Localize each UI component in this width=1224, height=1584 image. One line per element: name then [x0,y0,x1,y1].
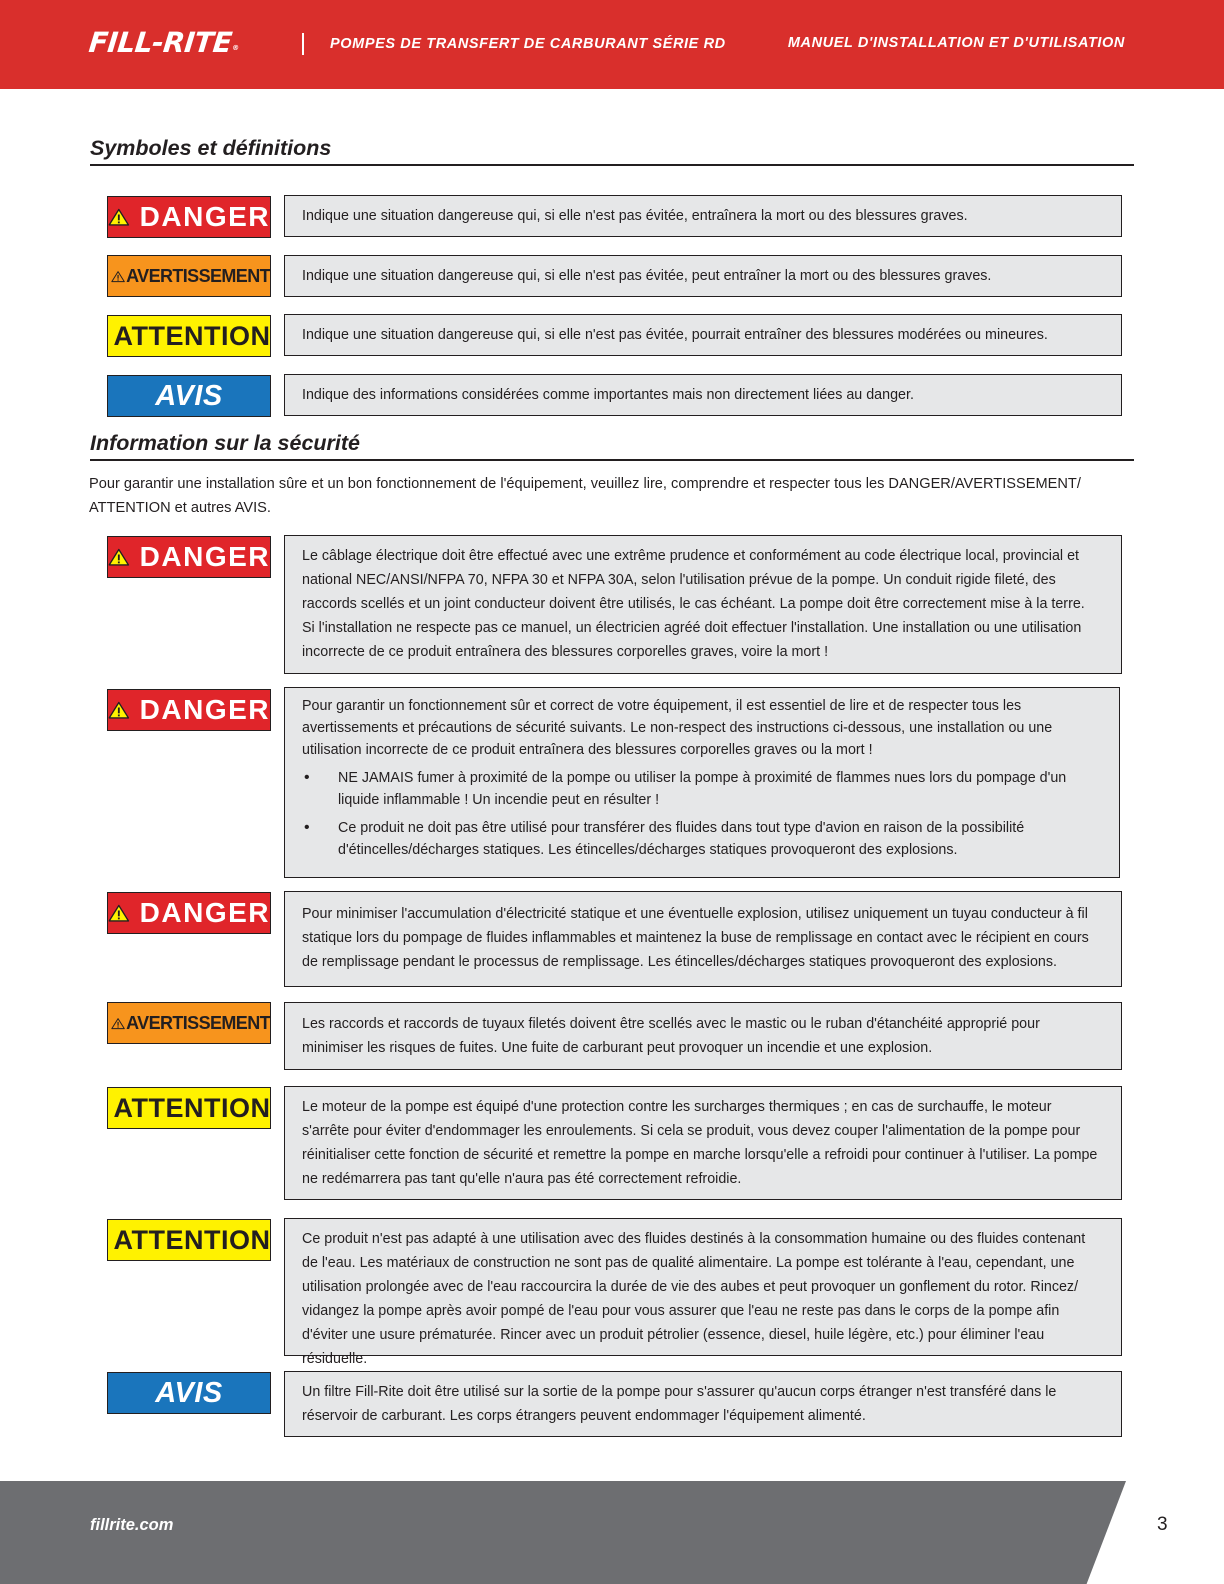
safety-text: Ce produit n'est pas adapté à une utilisation avec des fluides destinés à la consommation humaine ou des fluides contenant de l'eau. Les matériaux de construction ne sont pas de qualité alimentaire. La pompe est tolérante à l'eau, cependant, une utilisation prolongée avec de l'eau raccourcira la durée de vie des aubes et peut provoquer un gonflement du rotor. Rincez/ vidangez la pompe après avoir pompé de l'eau pour vous assurer que l'eau ne reste pas dans le corps de la pompe afin d'éviter une usure prématurée. Rincer avec un produit pétrolier (essence, diesel, huile légère, etc.) pour éliminer l'eau résiduelle. [302,1231,1086,1367]
product-line-title: POMPES DE TRANSFERT DE CARBURANT SÉRIE RD [330,36,726,52]
safety-text: Les raccords et raccords de tuyaux filetés doivent être scellés avec le mastic ou le ruban d'étanchéité approprié pour minimiser les risques de fuites. Une fuite de carburant peut provoquer un incendie et une explosion. [302,1016,1040,1056]
safety-message [284,1371,1122,1437]
brand-logo: FILL-RITE® [87,26,239,59]
notice-badge [107,1372,271,1414]
safety-message [284,535,1122,674]
warning-triangle-icon [111,1013,125,1034]
safety-message [284,1218,1122,1367]
warning-triangle-icon [108,546,130,568]
safety-text: Un filtre Fill-Rite doit être utilisé sur la sortie de la pompe pour s'assurer qu'aucun corps étranger n'est transféré dans le réservoir de carburant. Les corps étrangers peuvent endommager l'équipement alimenté. [302,1384,1057,1424]
safety-text: Le câblage électrique doit être effectué avec une extrême prudence et conformément au code électrique local, provincial et national NEC/ANSI/NFPA 70, NFPA 30 et NFPA 30A, selon l'utilisation prévue de la pompe. Un conduit rigide fileté, des raccords scellés et un joint conducteur doivent être utilisés, le cas échéant. La pompe doit être correctement mise à la terre. Si l'installation ne respecte pas ce manuel, un électricien agréé doit effectuer l'installation. Une installation ou une utilisation incorrecte de ce produit entraînera des blessures corporelles graves, voire la mort ! [302,548,1085,660]
badge-label: DANGER [139,201,270,232]
symbol-definition: Indique des informations considérées comme importantes mais non directement liées au danger. [284,374,1122,416]
symbol-definition: Indique une situation dangereuse qui, si elle n'est pas évitée, pourrait entraîner des blessures modérées ou mineures. [284,314,1122,356]
safety-message [284,1002,1122,1070]
caution-badge [107,1087,271,1129]
safety-message [284,891,1122,987]
safety-text: Le moteur de la pompe est équipé d'une protection contre les surcharges thermiques ; en cas de surchauffe, le moteur s'arrête pour éviter d'endommager les enroulements. Si cela se produit, vous devez couper l'alimentation de la pompe pour réinitialiser cette fonction de sécurité et remettre la pompe en marche lorsqu'elle a refroidi pour continuer à l'utiliser. La pompe ne redémarrera pas tant qu'elle n'aura pas été correctement refroidie. [302,1099,1098,1187]
bullet-item: • Ce produit ne doit pas être utilisé pour transférer des fluides dans tout type d'avion en raison de la possibilité d'étincelles/décharges statiques. Les étincelles/décharges statiques provoqueront des explosions. [302,817,1097,861]
warning-triangle-icon [108,206,130,228]
badge-label: DANGER [139,694,270,725]
website-link[interactable]: fillrite.com [90,1516,174,1534]
header-divider [302,33,304,55]
safety-heading: Information sur la sécurité [90,431,1134,461]
warning-badge [107,255,271,297]
symbols-heading: Symboles et définitions [90,136,1134,166]
bullet-list [302,767,1097,861]
danger-badge [107,196,271,238]
document-type-title: MANUEL D'INSTALLATION ET D'UTILISATION [787,35,1125,51]
danger-badge [107,536,271,578]
badge-label: DANGER [139,897,270,928]
danger-badge [107,689,271,731]
symbol-definition: Indique une situation dangereuse qui, si elle n'est pas évitée, entraînera la mort ou des blessures graves. [284,195,1122,237]
safety-intro: Pour garantir une installation sûre et un bon fonctionnement de l'équipement, veuillez lire, comprendre et respecter tous les DANGER/AVERTISSEMENT/ ATTENTION et autres AVIS. [89,476,1081,516]
badge-label: AVERTISSEMENT [126,265,270,286]
caution-badge [107,315,271,357]
page-header [0,0,1224,89]
badge-label: AVIS [155,379,223,412]
warning-badge [107,1002,271,1044]
symbol-definition: Indique une situation dangereuse qui, si elle n'est pas évitée, peut entraîner la mort ou des blessures graves. [284,255,1122,297]
badge-label: ATTENTION [113,320,271,351]
notice-badge [107,375,271,417]
badge-label: ATTENTION [113,1092,271,1123]
warning-triangle-icon [108,699,130,721]
safety-message [284,1086,1122,1200]
badge-label: ATTENTION [113,1224,271,1255]
badge-label: AVERTISSEMENT [126,1012,270,1033]
bullet-item: • NE JAMAIS fumer à proximité de la pompe ou utiliser la pompe à proximité de flammes nues lors du pompage d'un liquide inflammable ! Un incendie peut en résulter ! [302,767,1097,811]
safety-text: Pour garantir un fonctionnement sûr et correct de votre équipement, il est essentiel de lire et de respecter tous les avertissements et précautions de sécurité suivants. Le non-respect des instructions ci-dessous, une installation ou une utilisation incorrecte de ce produit entraînera des blessures corporelles graves ou la mort ! [302,698,1053,758]
warning-triangle-icon [108,902,130,924]
safety-message [284,687,1120,878]
badge-label: DANGER [139,541,270,572]
danger-badge [107,892,271,934]
caution-badge [107,1219,271,1261]
badge-label: AVIS [155,1376,223,1409]
safety-text: Pour minimiser l'accumulation d'électricité statique et une éventuelle explosion, utilisez uniquement un tuyau conducteur à fil statique lors du pompage de fluides inflammables et maintenez la buse de remplissage en contact avec le récipient en cours de remplissage pendant le processus de remplissage. Les étincelles/décharges statiques provoqueront des explosions. [302,906,1089,970]
page-number: 3 [1157,1514,1168,1535]
warning-triangle-icon [111,266,125,287]
